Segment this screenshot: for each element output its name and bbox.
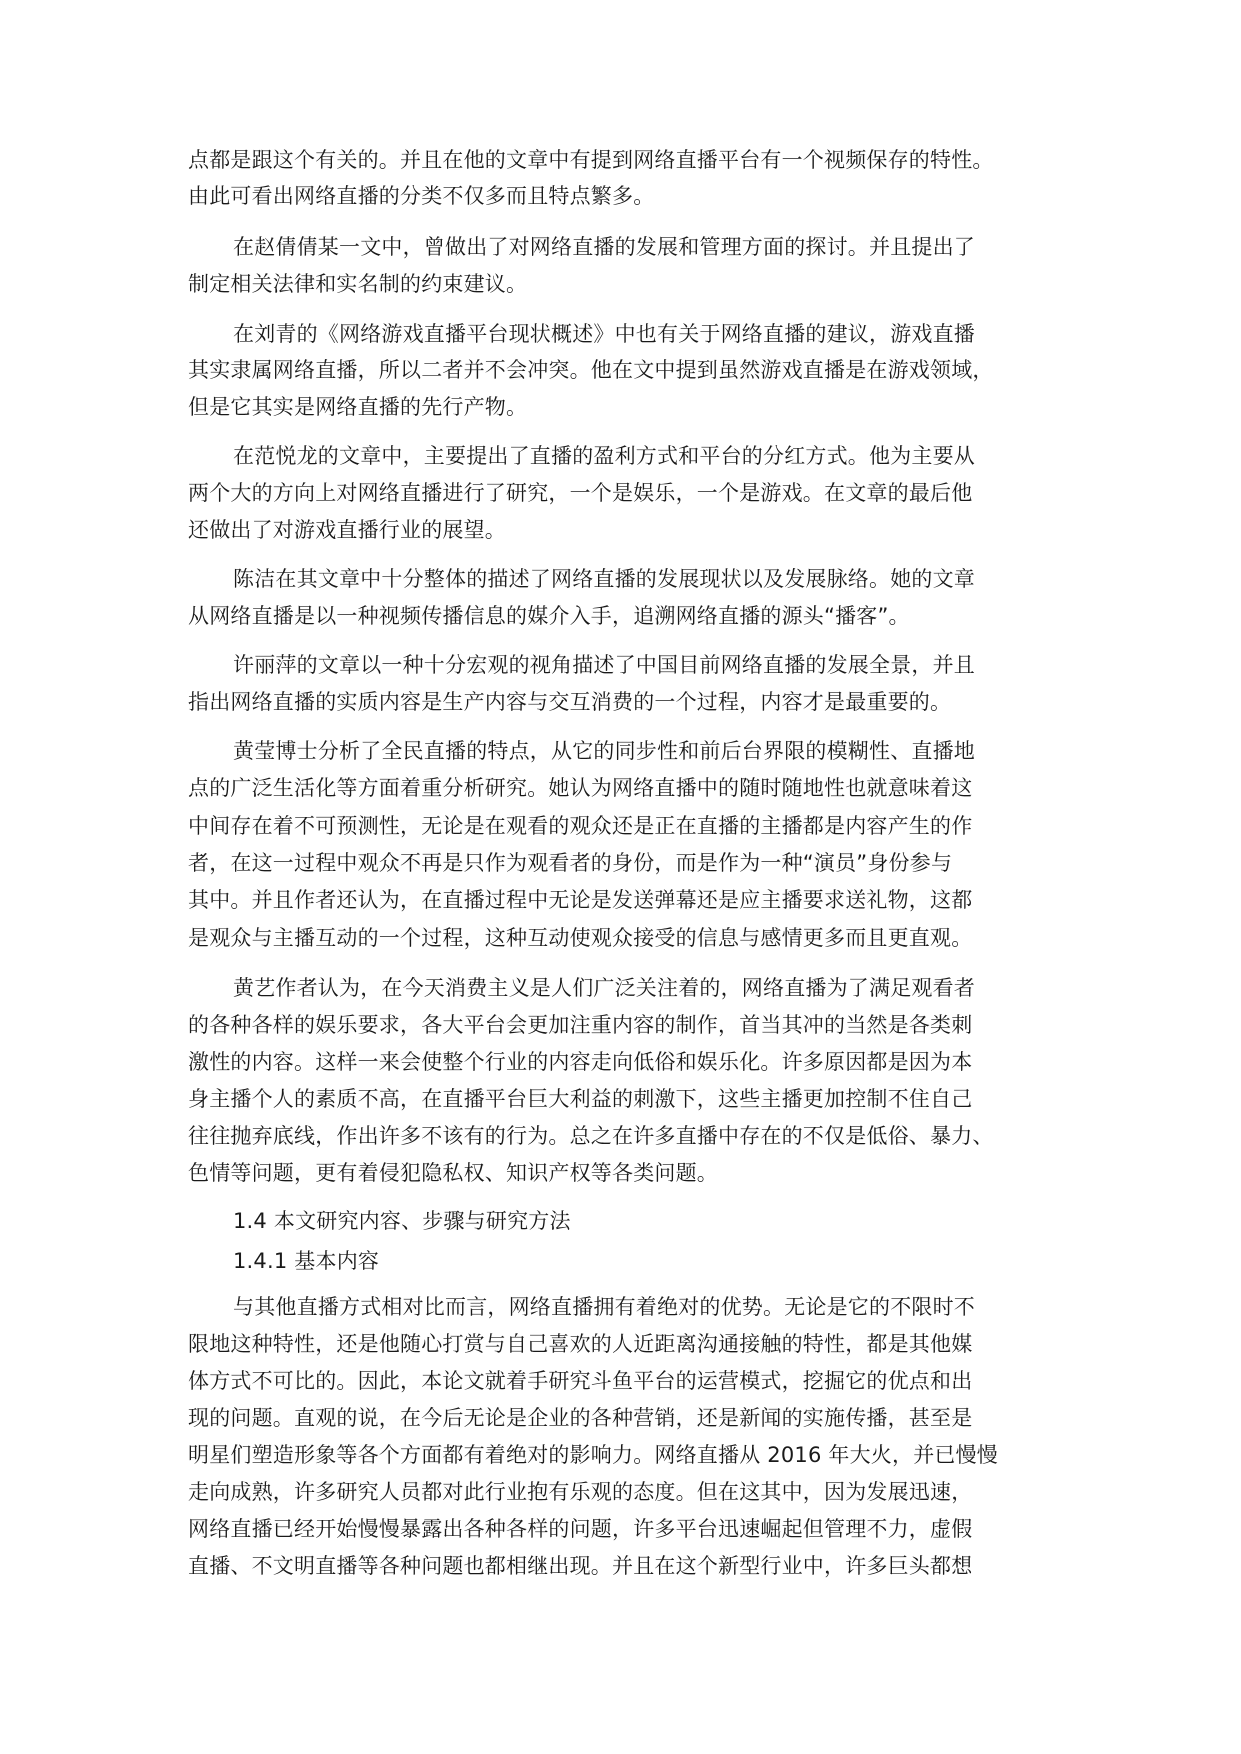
text-line: 身主播个人的素质不高，在直播平台巨大利益的刺激下，这些主播更加控制不住自己 [188,1087,973,1111]
text-line: 直播、不文明直播等各种问题也都相继出现。并且在这个新型行业中，许多巨头都想 [188,1554,973,1578]
paragraph-start-line: 与其他直播方式相对比而言，网络直播拥有着绝对的优势。无论是它的不限时不 [233,1295,975,1319]
text-line: 现的问题。直观的说，在今后无论是企业的各种营销，还是新闻的实施传播，甚至是 [188,1406,973,1430]
text-line: 往往抛弃底线，作出许多不该有的行为。总之在许多直播中存在的不仅是低俗、暴力、 [188,1124,994,1148]
text-line: 中间存在着不可预测性，无论是在观看的观众还是正在直播的主播都是内容产生的作 [188,814,973,838]
text-line: 走向成熟，许多研究人员都对此行业抱有乐观的态度。但在这其中，因为发展迅速， [188,1480,973,1504]
text-line: 制定相关法律和实名制的约束建议。 [188,272,528,296]
paragraph-start-line: 在赵倩倩某一文中，曾做出了对网络直播的发展和管理方面的探讨。并且提出了 [233,235,975,259]
paragraph-start-line: 陈洁在其文章中十分整体的描述了网络直播的发展现状以及发展脉络。她的文章 [233,567,975,591]
text-line: 色情等问题，更有着侵犯隐私权、知识产权等各类问题。 [188,1161,718,1185]
section-heading: 1.4 本文研究内容、步骤与研究方法 [233,1209,571,1233]
paragraph-start-line: 在刘青的《网络游戏直播平台现状概述》中也有关于网络直播的建议，游戏直播 [233,322,975,346]
text-line: 是观众与主播互动的一个过程，这种互动使观众接受的信息与感情更多而且更直观。 [188,926,973,950]
text-line: 点的广泛生活化等方面着重分析研究。她认为网络直播中的随时随地性也就意味着这 [188,776,973,800]
text-line: 体方式不可比的。因此，本论文就着手研究斗鱼平台的运营模式，挖掘它的优点和出 [188,1369,973,1393]
subsection-heading: 1.4.1 基本内容 [233,1249,380,1273]
text-line: 由此可看出网络直播的分类不仅多而且特点繁多。 [188,184,655,208]
text-line: 其中。并且作者还认为，在直播过程中无论是发送弹幕还是应主播要求送礼物，这都 [188,888,973,912]
text-line: 网络直播已经开始慢慢暴露出各种各样的问题，许多平台迅速崛起但管理不力，虚假 [188,1517,973,1541]
text-line: 从网络直播是以一种视频传播信息的媒介入手，追溯网络直播的源头“播客”。 [188,604,910,628]
text-line: 但是它其实是网络直播的先行产物。 [188,395,528,419]
text-line: 两个大的方向上对网络直播进行了研究，一个是娱乐，一个是游戏。在文章的最后他 [188,481,973,505]
text-line: 限地这种特性，还是他随心打赏与自己喜欢的人近距离沟通接触的特性，都是其他媒 [188,1332,973,1356]
paragraph-start-line: 许丽萍的文章以一种十分宏观的视角描述了中国目前网络直播的发展全景，并且 [233,653,975,677]
text-line: 激性的内容。这样一来会使整个行业的内容走向低俗和娱乐化。许多原因都是因为本 [188,1050,973,1074]
text-line: 还做出了对游戏直播行业的展望。 [188,518,506,542]
paragraph-start-line: 在范悦龙的文章中，主要提出了直播的盈利方式和平台的分红方式。他为主要从 [233,444,975,468]
text-line: 的各种各样的娱乐要求，各大平台会更加注重内容的制作，首当其冲的当然是各类刺 [188,1013,973,1037]
text-line: 其实隶属网络直播，所以二者并不会冲突。他在文中提到虽然游戏直播是在游戏领域， [188,358,994,382]
text-line: 者，在这一过程中观众不再是只作为观看者的身份，而是作为一种“演员”身份参与 [188,851,953,875]
text-line: 点都是跟这个有关的。并且在他的文章中有提到网络直播平台有一个视频保存的特性。 [188,148,994,172]
text-line: 明星们塑造形象等各个方面都有着绝对的影响力。网络直播从 2016 年大火，并已慢慢 [188,1443,998,1467]
paragraph-start-line: 黄艺作者认为，在今天消费主义是人们广泛关注着的，网络直播为了满足观看者 [233,976,975,1000]
paragraph-start-line: 黄莹博士分析了全民直播的特点，从它的同步性和前后台界限的模糊性、直播地 [233,739,975,763]
text-line: 指出网络直播的实质内容是生产内容与交互消费的一个过程，内容才是最重要的。 [188,690,952,714]
